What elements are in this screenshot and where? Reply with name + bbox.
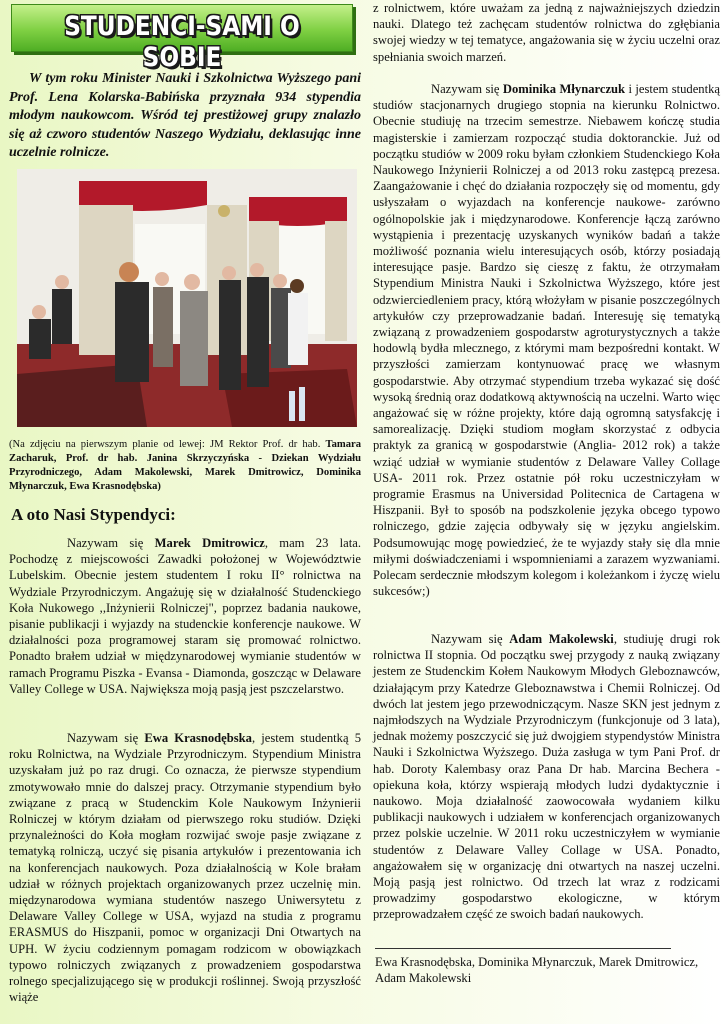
caption-names: Tamara Zacharuk, Prof. dr hab. Janina Skrzyczyńska - Dziekan Wydziału Przyrodniczego, Adam Makolewski, Marek Dmitrowicz, Dominika Młynarczuk, Ewa Krasnodębska) bbox=[9, 439, 361, 492]
group-photo-illustration bbox=[17, 169, 357, 427]
marek-name: Marek Dmitrowicz bbox=[154, 536, 265, 550]
marek-intro: Nazywam się bbox=[67, 536, 144, 550]
dominika-intro: Nazywam się bbox=[431, 82, 500, 96]
ewa-intro: Nazywam się bbox=[67, 731, 139, 745]
paragraph-ewa bbox=[9, 730, 361, 1005]
adam-name: Adam Makolewski bbox=[509, 632, 614, 646]
signature-divider bbox=[375, 948, 671, 949]
header-banner bbox=[11, 4, 353, 73]
paragraph-ewa-continued: z rolnictwem, które uważam za jedną z najważniejszych dziedzin nauki. Dlatego też zachęcam studentów rolnictwa do zgłębiania swojej wiedzy w tej tematyce, angażowania się w życiu uczelni oraz spełniania swoich marzeń. bbox=[373, 1, 720, 64]
intro-paragraph: W tym roku Minister Nauki i Szkolnictwa Wyższego pani Prof. Lena Kolarska-Babińska przyznała 934 stypendia młodym naukowcom. Wśród tej prestiżowej grupy znalazło się aż czworo studentów Naszego Wydziału, deklasując inne uczelnie rolnicze. bbox=[9, 71, 361, 161]
page-title: STUDENCI-SAMI O SOBIE bbox=[64, 11, 300, 73]
dominika-name: Dominika Młynarczuk bbox=[502, 82, 626, 96]
marek-text: , mam 23 lata. Pochodzę z miejscowości Zawadki położonej w Województwie Lubelskim. Obecnie jestem studentem I roku II° rolnictwa na Wydziale Przyrodniczym. Angażuję się w działalność Studenckiego Koła Nukowego ,,Inżynierii Rolniczej", poprzez badania naukowe, pisanie publikacji i wyjazdy na studenckie konferencje naukowe. W działalności poza programowej staram się promować rolnictwo. Ponadto brałem udział w międzynarodowej wymianie studentów w ramach Programu Piszka - Evansa - Diamonda, goszcząc w Delaware Valley College w USA. Największa moją pasją jest pszczelarstwo. bbox=[9, 536, 361, 696]
caption-prefix: (Na zdjęciu na pierwszym planie od lewej: JM Rektor Prof. dr hab. bbox=[9, 439, 321, 450]
section-title: A oto Nasi Stypendyci: bbox=[11, 505, 176, 524]
adam-text: , studiuję drugi rok rolnictwa II stopnia. Od początku swej przygody z nauką związany jestem ze Studenckim Kołem Naukowym Młodych Gleboznawców, działającym przy Katedrze Gleboznawstwa i Chemii Rolniczej. Od dwóch lat jestem jego przewodniczącym. Nasze SKN jest jednym z najmłodszych na Wydziale Przyrodniczym (funkcjonuje od 3 lata), jednak możemy poszczycić się już dwojgiem stypendystów Ministra Nauki i Szkolnictwa Wyższego. Duża zasługa w tym Pani Prof. dr hab. Doroty Kalembasy oraz Pana Dr hab. Marcina Bechera - opiekuna koła, którzy wspierają młodych ludzi dydaktycznie i naukowo. Moja działalność zaowocowała wydaniem kilku publikacji naukowych i udziałem w konferencjach organizowanych przez polskie uczelnie. W 2011 roku uczestniczyłem w wymianie studentów z Delaware Valley Collage w USA. Ponadto, angażowałem się w organizację dni otwartych na naszej uczelni. Moją pasją jest rolnictwo. Od trzech lat wraz z rodzicami prowadzimy gospodarstwo ekologiczne, w którym przeprowadzałem część ze swoich badań naukowych. bbox=[373, 632, 720, 922]
group-photo bbox=[17, 169, 357, 427]
paragraph-dominika bbox=[373, 81, 720, 600]
signature: Ewa Krasnodębska, Dominika Młynarczuk, Marek Dmitrowicz, Adam Makolewski bbox=[375, 955, 699, 986]
adam-intro: Nazywam się bbox=[431, 632, 503, 646]
paragraph-marek bbox=[9, 535, 361, 697]
dominika-text: i jestem studentką studiów stacjonarnych drugiego stopnia na kierunku Rolnictwo. Obecnie studiuję na trzecim semestrze. Niebawem kończę studia magisterskie i zamierzam rozpocząć studia doktoranckie. Już od początku studiów w 2009 roku byłam członkiem Studenckiego Koła Naukowego Inżynierii Rolniczej a od 2013 roku zastępcą prezesa. Zaangażowanie i chęć do działania rozpoczęły się od momentu, gdy usłyszałam o wyjazdach na konferencje naukowe- zarówno ogólnopolskie jak i międzynarodowe. Konferencje łączą zarówno wystąpienia i prezentację uzyskanych wyników badań a także możliwość poznania wielu interesujących osób, którzy posiadają interesujące pasje. Bardzo się cieszę z faktu, że otrzymałam Stypendium Ministra Nauki i Szkolnictwa Wyższego, które jest odzwierciedleniem pracy, którą włożyłam w pisanie poszczególnych artykułów czy przeprowadzanie badań. Interesuję się tematyką związaną z prowadzeniem gospodarstw agroturystycznych a także hodowlą bydła mlecznego, z którymi mam bezpośredni kontakt. W przyszłości zamierzam kontynuować pracę we własnym gospodarstwie. Aby otrzymać stypendium trzeba wykazać się dość wysoką średnią oraz dodatkową aktywnością na uczelni. Warto więc angażować się w różne projekty, które dają ogromną satysfakcję i samorealizację. Dzięki studiom mogłam skorzystać z odbycia praktyk za granicą w gospodarstwie (Anglia- 2012 rok) a także wziąć udział w wymianie studentów z Delaware Valley Collage USA- 2011 rok. Przez ostatnie pół roku uczestniczyłam w programie Erasmus na Universidad Politecnica de Cartagena w Hiszpanii. Był to sposób na podszkolenie języka obcego typowo rolniczego, gdzie zajęcia odbywały się w języku angielskim. Podsumowując mogę powiedzieć, że te wyjazdy stały się dla mnie miłymi doświadczeniami i wspomnieniami a zarazem wyzwaniami. Polecam serdecznie młodszym kolegom i koleżankom i życzę wielu sukcesów;) bbox=[373, 82, 720, 599]
paragraph-adam bbox=[373, 631, 720, 923]
photo-caption bbox=[9, 438, 361, 494]
ewa-text: , jestem studentką 5 roku Rolnictwa, na Wydziale Przyrodniczym. Stypendium Ministra uzyskałam już po raz drugi. Co oznacza, że pierwsze stypendium zmotywowało mnie do dalszej pracy. Otrzymanie stypendium było związane z pracą w Studenckim Kole Naukowym Inżynierii Rolniczej w którym działam od pierwszego roku studiów. Dzięki przynależności do Koła mogłam rozwijać swoje pasje związane z tematyką rolniczą, uczyć się pisania artykułów i prezentowania ich na konferencjach naukowych. Poza działalnością w Kole brałam udział w różnych projektach organizowanych przez uczelnię min. międzynarodowa wymiana studentów naszego Uniwersytetu z Delaware Valley College w USA, wyjazd na studia z programu ERASMUS do Hiszpanii, pomoc w organizacji Dni Otwartych na UPH. W życiu codziennym pomagam rodzicom w obowiązkach typowo rolniczych związanych z prowadzeniem gospodarstwa rolnego specjalizującego się w produkcji roślinnej. Swoją przyszłość wiąże bbox=[9, 731, 361, 1005]
ewa-name: Ewa Krasnodębska bbox=[144, 731, 252, 745]
